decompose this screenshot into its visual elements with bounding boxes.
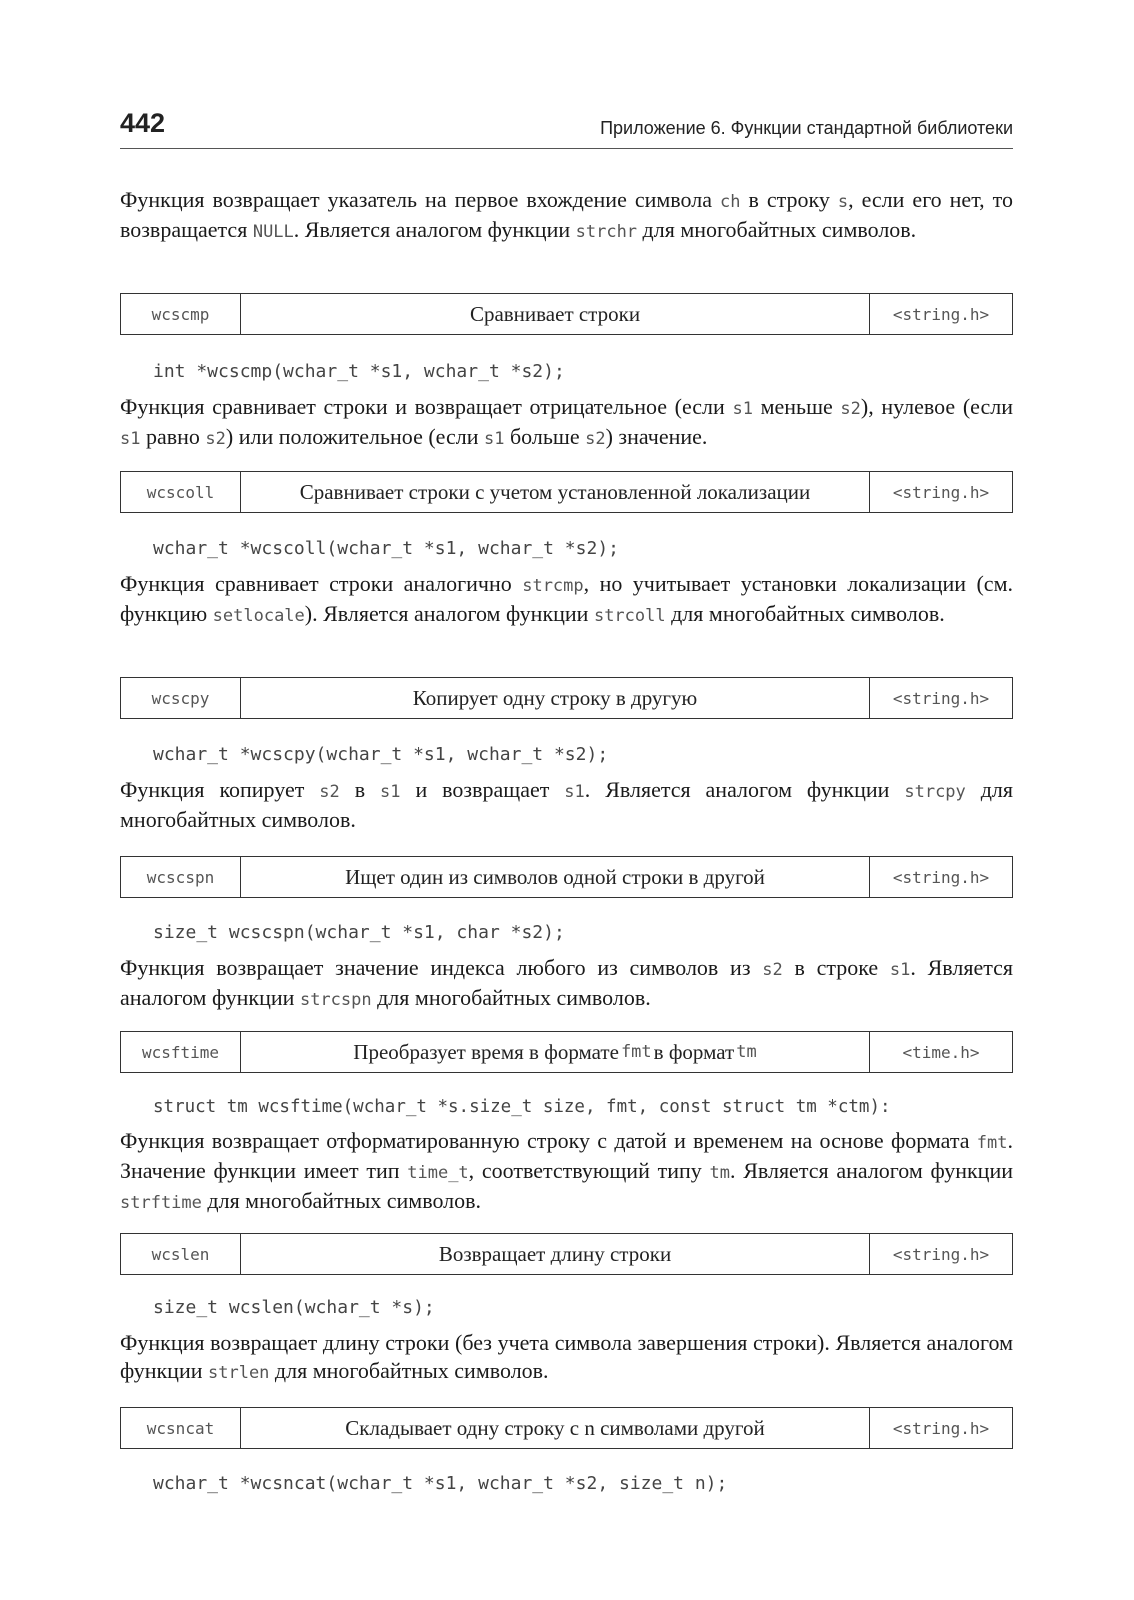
function-name: wcscoll <box>121 472 241 512</box>
function-description: Копирует одну строку в другую <box>241 678 870 718</box>
function-description: Преобразует время в формате fmt в формат tm <box>241 1032 870 1072</box>
prototype-wcscmp: int *wcscmp(wchar_t *s1, wchar_t *s2); <box>153 361 565 382</box>
page-header <box>120 108 1013 149</box>
description-wcscmp: Функция сравнивает строки и возвращает отрицательное (если s1 меньше s2), нулевое (если s1 равно s2) или положительное (если s1 больше s2) значение. <box>120 394 1013 449</box>
function-description: Возвращает длину строки <box>241 1234 870 1274</box>
function-description: Сравнивает строки <box>241 294 870 334</box>
running-title: Приложение 6. Функции стандартной библиотеки <box>600 118 1013 138</box>
function-name: wcscmp <box>121 294 241 334</box>
function-header-file: <string.h> <box>892 304 990 324</box>
function-description: Сравнивает строки с учетом установленной локализации <box>241 472 870 512</box>
function-header-file: <string.h> <box>892 1244 990 1264</box>
function-description: Складывает одну строку с n символами другой <box>241 1408 870 1448</box>
function-table-wcscmp <box>120 293 1013 335</box>
description-wcscpy: Функция копирует s2 в s1 и возвращает s1. Является аналогом функции strcpy для многобайтных символов. <box>120 777 1014 832</box>
prototype-wcscpy: wchar_t *wcscpy(wchar_t *s1, wchar_t *s2); <box>153 744 609 765</box>
prototype-wcslen: size_t wcslen(wchar_t *s); <box>153 1297 435 1318</box>
function-table-wcscspn <box>120 856 1013 898</box>
description-wcscspn: Функция возвращает значение индекса любого из символов из s2 в строке s1. Является аналогом функции strcspn для многобайтных символов. <box>120 955 1013 1010</box>
function-header-file: <time.h> <box>902 1042 980 1062</box>
intro-paragraph: Функция возвращает указатель на первое вхождение символа ch в строку s, если его нет, то возвращается NULL. Является аналогом функции strchr для многобайтных символов. <box>120 187 1013 242</box>
prototype-wcsncat: wchar_t *wcsncat(wchar_t *s1, wchar_t *s2, size_t n); <box>153 1473 728 1494</box>
function-name: wcscpy <box>121 678 241 718</box>
function-table-wcscpy <box>120 677 1013 719</box>
function-header-file: <string.h> <box>892 867 990 887</box>
function-table-wcscoll <box>120 471 1013 513</box>
page-number: 442 <box>120 108 166 138</box>
function-header-file: <string.h> <box>892 482 990 502</box>
function-name: wcslen <box>121 1234 241 1274</box>
prototype-wcscspn: size_t wcscspn(wchar_t *s1, char *s2); <box>153 922 565 943</box>
function-table-wcslen <box>120 1233 1013 1275</box>
function-description: Ищет один из символов одной строки в другой <box>241 857 870 897</box>
function-name: wcscspn <box>121 857 241 897</box>
function-table-wcsncat <box>120 1407 1013 1449</box>
function-name: wcsftime <box>121 1032 241 1072</box>
description-wcscoll: Функция сравнивает строки аналогично strcmp, но учитывает установки локализации (см. функцию setlocale). Является аналогом функции strcoll для многобайтных символов. <box>120 571 1013 626</box>
description-wcslen: Функция возвращает длину строки (без учета символа завершения строки). Является аналогом функции strlen для многобайтных символов. <box>120 1330 1013 1383</box>
prototype-wcscoll: wchar_t *wcscoll(wchar_t *s1, wchar_t *s2); <box>153 538 619 559</box>
function-header-file: <string.h> <box>892 688 990 708</box>
prototype-wcsftime: struct tm wcsftime(wchar_t *s.size_t size, fmt, const struct tm *ctm): <box>153 1097 891 1117</box>
function-header-file: <string.h> <box>892 1418 990 1438</box>
description-wcsftime: Функция возвращает отформатированную строку с датой и временем на основе формата fmt. Значение функции имеет тип time_t, соответствующий типу tm. Является аналогом функции strftime для многобайтных символов. <box>120 1128 1013 1213</box>
function-table-wcsftime <box>120 1031 1013 1073</box>
function-name: wcsncat <box>121 1408 241 1448</box>
